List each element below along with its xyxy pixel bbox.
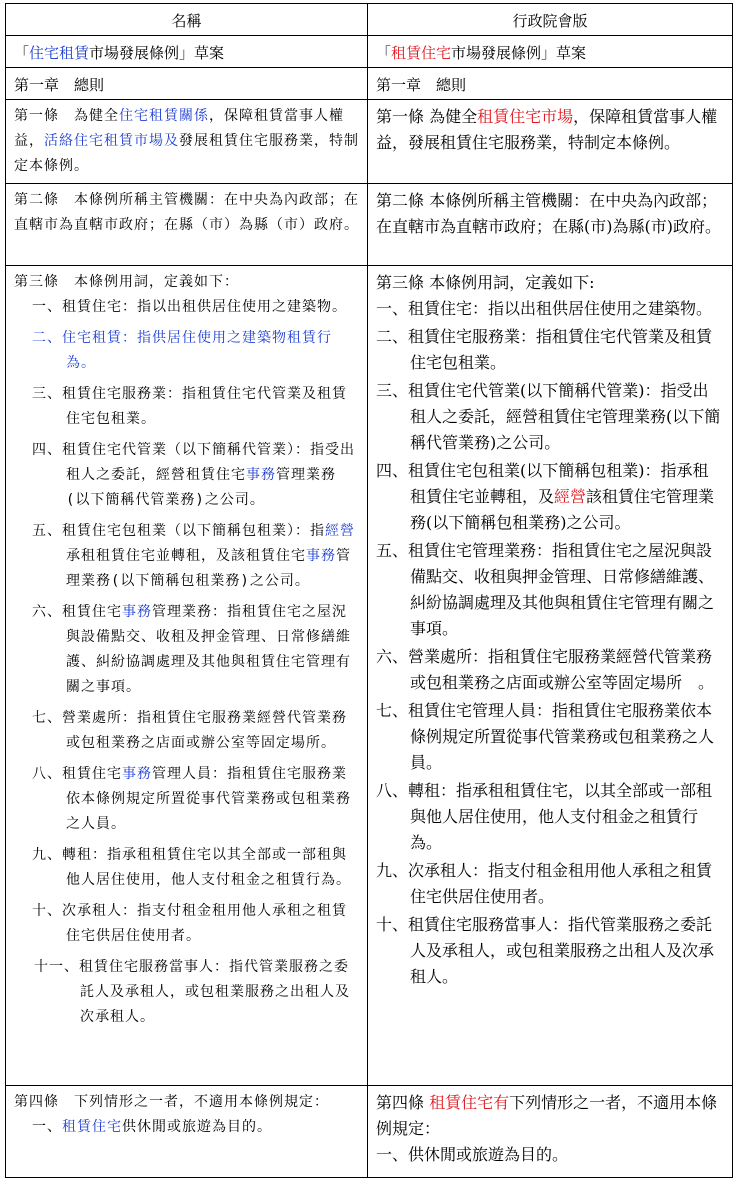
text-run: 市場發展條例」草案 — [451, 44, 587, 62]
text-run: 租賃住宅 — [62, 1119, 122, 1135]
article1-row — [6, 100, 733, 184]
text-run: 二、租賃住宅服務業：指租賃住宅代管業及租賃住宅包租業。 — [376, 327, 713, 372]
title-right-cell — [368, 36, 733, 68]
text-run: 九、次承租人：指支付租金租用他人承租之租賃住宅供居住使用者。 — [376, 861, 713, 906]
text-run: 下列情形之一者，不適用本條例規定： — [376, 1093, 718, 1138]
text-run: 「 — [376, 44, 392, 62]
definition-item — [376, 378, 724, 456]
text-run: 住宅租賃 — [29, 44, 90, 62]
text-run: 七、營業處所：指租賃住宅服務業經營代管業務或包租業務之店面或辦公室等固定場所。 — [32, 710, 347, 751]
text-run: ，保障租賃當事人權益， — [14, 108, 344, 149]
text-run: 「 — [14, 44, 30, 62]
article4-left-cell — [6, 1086, 368, 1178]
text-run: 二、住宅租賃：指供居住使用之建築物租賃行為。 — [32, 330, 332, 371]
text-run: 三、租賃住宅代管業(以下簡稱代管業)：指受出租人之委託，經營租賃住宅管理業務(以下簡稱代管業務)之公司。 — [376, 381, 721, 452]
title-left-cell — [6, 36, 368, 68]
definition-item — [14, 843, 359, 893]
text-run: 五、租賃住宅包租業（以下簡稱包租業）：指 — [32, 523, 325, 539]
definition-item — [376, 296, 724, 322]
text-run: 住宅租賃關係 — [119, 108, 209, 124]
text-run: 六、營業處所：指租賃住宅服務業經營代管業務或包租業務之店面或辦公室等固定場所 。 — [376, 647, 715, 692]
text-run: 八、租賃住宅 — [32, 766, 122, 782]
text-run: 管理業務(以下簡稱代管業務)之公司。 — [66, 467, 336, 508]
text-run: 管理人員：指租賃住宅服務業依本條例規定所置從事代管業務或包租業務之人員。 — [66, 766, 351, 832]
definition-item — [14, 706, 359, 756]
article4-left-intro: 第四條 下列情形之一者，不適用本條例規定： — [14, 1094, 329, 1110]
header-row — [6, 4, 733, 36]
text-run: 六、租賃住宅 — [32, 604, 122, 620]
definition-item — [14, 955, 359, 1030]
article4-right-items — [376, 1142, 724, 1168]
definition-item — [376, 1142, 724, 1168]
text-run: 經營 — [554, 487, 587, 506]
text-run: 租賃住宅 — [391, 44, 452, 62]
article3-right-items — [376, 296, 724, 990]
article2-left-cell — [6, 184, 368, 266]
text-run: 承租租賃住宅並轉租，及該租賃住宅 — [66, 548, 306, 564]
text-run: 租賃住宅有 — [429, 1093, 510, 1112]
definition-item — [376, 458, 724, 536]
article2-left-text: 第二條 本條例所稱主管機關：在中央為內政部；在直轄市為直轄市政府；在縣（市）為縣（市）政府。 — [14, 192, 359, 233]
article3-left-cell — [6, 266, 368, 1086]
definition-item — [376, 538, 724, 642]
text-run: 經營 — [325, 523, 355, 539]
text-run: 一、 — [32, 1119, 62, 1135]
comparison-table — [5, 3, 732, 1169]
law-comparison-table — [5, 3, 733, 1178]
text-run: 事務 — [122, 604, 152, 620]
definition-item — [14, 1115, 359, 1140]
text-run: 三、租賃住宅服務業：指租賃住宅代管業及租賃住宅包租業。 — [32, 386, 347, 427]
article2-right-text: 第二條 本條例所稱主管機關：在中央為內政部；在直轄市為直轄市政府；在縣(市)為縣(市)政府。 — [376, 191, 721, 236]
text-run: 租賃住宅市場 — [477, 107, 574, 126]
article4-right-intro — [376, 1090, 724, 1142]
article4-right-cell — [368, 1086, 733, 1178]
article1-right-text — [376, 104, 724, 156]
chapter-left-cell: 第一章 總則 — [6, 68, 368, 100]
text-run: 事務 — [246, 467, 276, 483]
article1-left-text — [14, 104, 359, 179]
text-run: 第一條 為健全 — [14, 108, 119, 124]
text-run: 事務 — [306, 548, 336, 564]
article4-left-items — [14, 1115, 359, 1140]
text-run: 該租賃住宅管理業務(以下簡稱包租業務)之公司。 — [410, 487, 715, 532]
text-run: 十、次承租人：指支付租金租用他人承租之租賃住宅供居住使用者。 — [32, 903, 347, 944]
chapter-row — [6, 68, 733, 100]
text-run: 事務 — [122, 766, 152, 782]
text-run: 五、租賃住宅管理業務：指租賃住宅之屋況與設備點交、收租與押金管理、日常修繕維護、糾紛協調處理及其他與租賃住宅管理有關之事項。 — [376, 541, 715, 638]
article3-left-items — [14, 295, 359, 1030]
title-row — [6, 36, 733, 68]
article4-row — [6, 1086, 733, 1178]
definition-item — [14, 762, 359, 837]
header-right-cell: 行政院會版 — [368, 4, 733, 36]
definition-item — [376, 912, 724, 990]
article3-row — [6, 266, 733, 1086]
text-run: 八、轉租：指承租租賃住宅，以其全部或一部租與他人居住使用，他人支付租金之租賃行為。 — [376, 781, 713, 852]
definition-item — [14, 382, 359, 432]
definition-item — [376, 698, 724, 776]
text-run: 一、租賃住宅：指以出租供居住使用之建築物。 — [376, 299, 713, 318]
text-run: 發展租賃住宅服務業，特制定本條例。 — [14, 133, 359, 174]
text-run: 市場發展條例」草案 — [89, 44, 225, 62]
definition-item — [376, 324, 724, 376]
text-run: 第四條 — [376, 1093, 430, 1112]
article2-row — [6, 184, 733, 266]
definition-item — [14, 600, 359, 700]
text-run: 管理業務(以下簡稱包租業務)之公司。 — [66, 548, 351, 589]
text-run: 第一條 為健全 — [376, 107, 478, 126]
text-run: 四、租賃住宅包租業(以下簡稱包租業)：指承租租賃住宅並轉租，及 — [376, 461, 709, 506]
article1-right-cell — [368, 100, 733, 184]
text-run: 十、租賃住宅服務當事人：指代管業服務之委託人及承租人，或包租業服務之出租人及次承租人。 — [376, 915, 715, 986]
definition-item — [14, 899, 359, 949]
definition-item — [14, 438, 359, 513]
definition-item — [376, 778, 724, 856]
header-left-cell: 名稱 — [6, 4, 368, 36]
text-run: 七、租賃住宅管理人員：指租賃住宅服務業依本條例規定所置從事代管業務或包租業務之人員。 — [376, 701, 715, 772]
text-run: ，保障租賃當事人權益，發展租賃住宅服務業，特制定本條例。 — [376, 107, 718, 152]
text-run: 十一、租賃住宅服務當事人：指代管業服務之委託人及承租人，或包租業服務之出租人及次承租人。 — [34, 959, 350, 1025]
text-run: 九、轉租：指承租租賃住宅以其全部或一部租與他人居住使用，他人支付租金之租賃行為。 — [32, 847, 351, 888]
text-run: 供休閒或旅遊為目的。 — [122, 1119, 272, 1135]
article3-left-intro: 第三條 本條例用詞，定義如下： — [14, 274, 239, 290]
definition-item — [376, 858, 724, 910]
definition-item — [376, 644, 724, 696]
definition-item — [14, 295, 359, 320]
chapter-right-cell: 第一章 總則 — [368, 68, 733, 100]
definition-item — [14, 326, 359, 376]
article3-right-cell — [368, 266, 733, 1086]
text-run: 一、租賃住宅：指以出租供居住使用之建築物。 — [32, 299, 347, 315]
text-run: 一、供休閒或旅遊為目的。 — [376, 1145, 569, 1164]
text-run: 四、租賃住宅代管業（以下簡稱代管業）：指受出租人之委託，經營租賃住宅 — [32, 442, 355, 483]
text-run: 管理業務：指租賃住宅之屋況與設備點交、收租及押金管理、日常修繕維護、糾紛協調處理及其他與租賃住宅管理有關之事項。 — [66, 604, 351, 695]
definition-item — [14, 519, 359, 594]
text-run: 活絡住宅租賃市場及 — [44, 133, 179, 149]
article1-left-cell — [6, 100, 368, 184]
article3-right-intro: 第三條 本條例用詞，定義如下: — [376, 273, 595, 292]
article2-right-cell — [368, 184, 733, 266]
